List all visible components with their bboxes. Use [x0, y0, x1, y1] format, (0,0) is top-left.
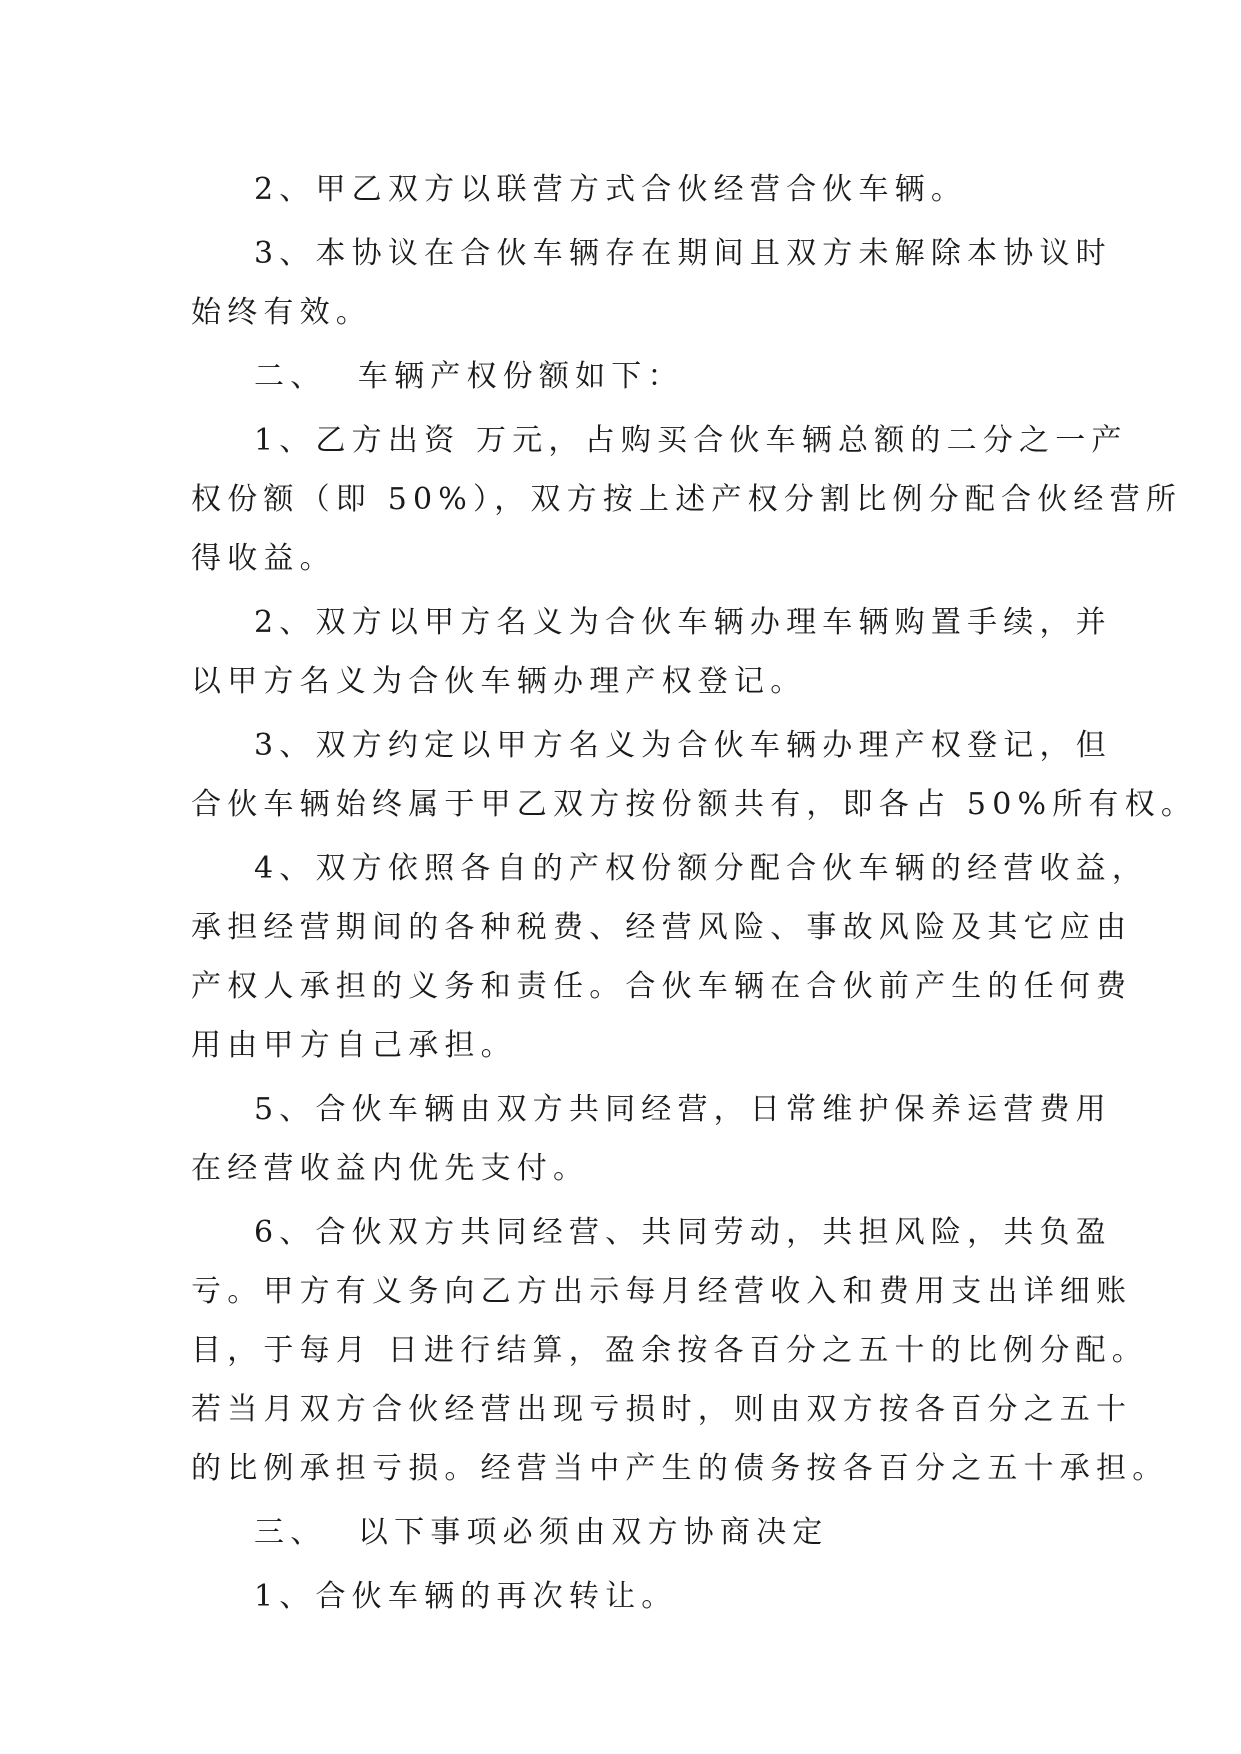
text-line: 5、合伙车辆由双方共同经营，日常维护保养运营费用: [254, 1092, 1112, 1127]
section-heading-consultation: [191, 1503, 1051, 1562]
text-line: 始终有效。: [191, 295, 372, 330]
paragraph-joint-operation: [191, 1080, 1112, 1198]
text-line: 1、合伙车辆的再次转让。: [254, 1579, 678, 1614]
text-line: 6、合伙双方共同经营、共同劳动，共担风险，共负盈: [254, 1215, 1112, 1250]
text-line: 承担经营期间的各种税费、经营风险、事故风险及其它应由: [191, 910, 1133, 945]
paragraph-validity: [191, 224, 1112, 342]
section-heading: 三、 以下事项必须由双方协商决定: [254, 1515, 829, 1550]
text-line: 2、甲乙双方以联营方式合伙经营合伙车辆。: [254, 172, 968, 207]
text-line: 权份额（即 50%），双方按上述产权分割比例分配合伙经营所: [191, 482, 1183, 517]
paragraph-operation-mode: [191, 160, 1051, 219]
paragraph-settlement: [191, 1203, 1169, 1498]
text-line: 亏。甲方有义务向乙方出示每月经营收入和费用支出详细账: [191, 1274, 1133, 1309]
paragraph-investment: [191, 411, 1183, 588]
text-line: 的比例承担亏损。经营当中产生的债务按各百分之五十承担。: [191, 1451, 1169, 1486]
text-line: 合伙车辆始终属于甲乙双方按份额共有，即各占 50%所有权。: [191, 787, 1198, 822]
section-heading-ownership: [191, 347, 1051, 406]
text-line: 在经营收益内优先支付。: [191, 1151, 590, 1186]
text-line: 用由甲方自己承担。: [191, 1028, 517, 1063]
text-line: 若当月双方合伙经营出现亏损时，则由双方按各百分之五十: [191, 1392, 1133, 1427]
text-line: 3、本协议在合伙车辆存在期间且双方未解除本协议时: [254, 236, 1112, 271]
text-line: 目，于每月 日进行结算，盈余按各百分之五十的比例分配。: [191, 1333, 1148, 1368]
text-line: 4、双方依照各自的产权份额分配合伙车辆的经营收益，: [254, 851, 1149, 886]
paragraph-transfer: [191, 1567, 1051, 1626]
text-line: 3、双方约定以甲方名义为合伙车辆办理产权登记，但: [254, 728, 1112, 763]
text-line: 产权人承担的义务和责任。合伙车辆在合伙前产生的任何费: [191, 969, 1133, 1004]
document-body: [191, 160, 1198, 1631]
paragraph-purchase-procedure: [191, 593, 1112, 711]
text-line: 2、双方以甲方名义为合伙车辆办理车辆购置手续，并: [254, 605, 1112, 640]
paragraph-registration: [191, 716, 1198, 834]
section-heading: 二、 车辆产权份额如下：: [254, 359, 684, 394]
text-line: 得收益。: [191, 541, 336, 576]
text-line: 1、乙方出资 万元，占购买合伙车辆总额的二分之一产: [254, 423, 1128, 458]
paragraph-profit-liability: [191, 839, 1149, 1075]
text-line: 以甲方名义为合伙车辆办理产权登记。: [191, 664, 807, 699]
